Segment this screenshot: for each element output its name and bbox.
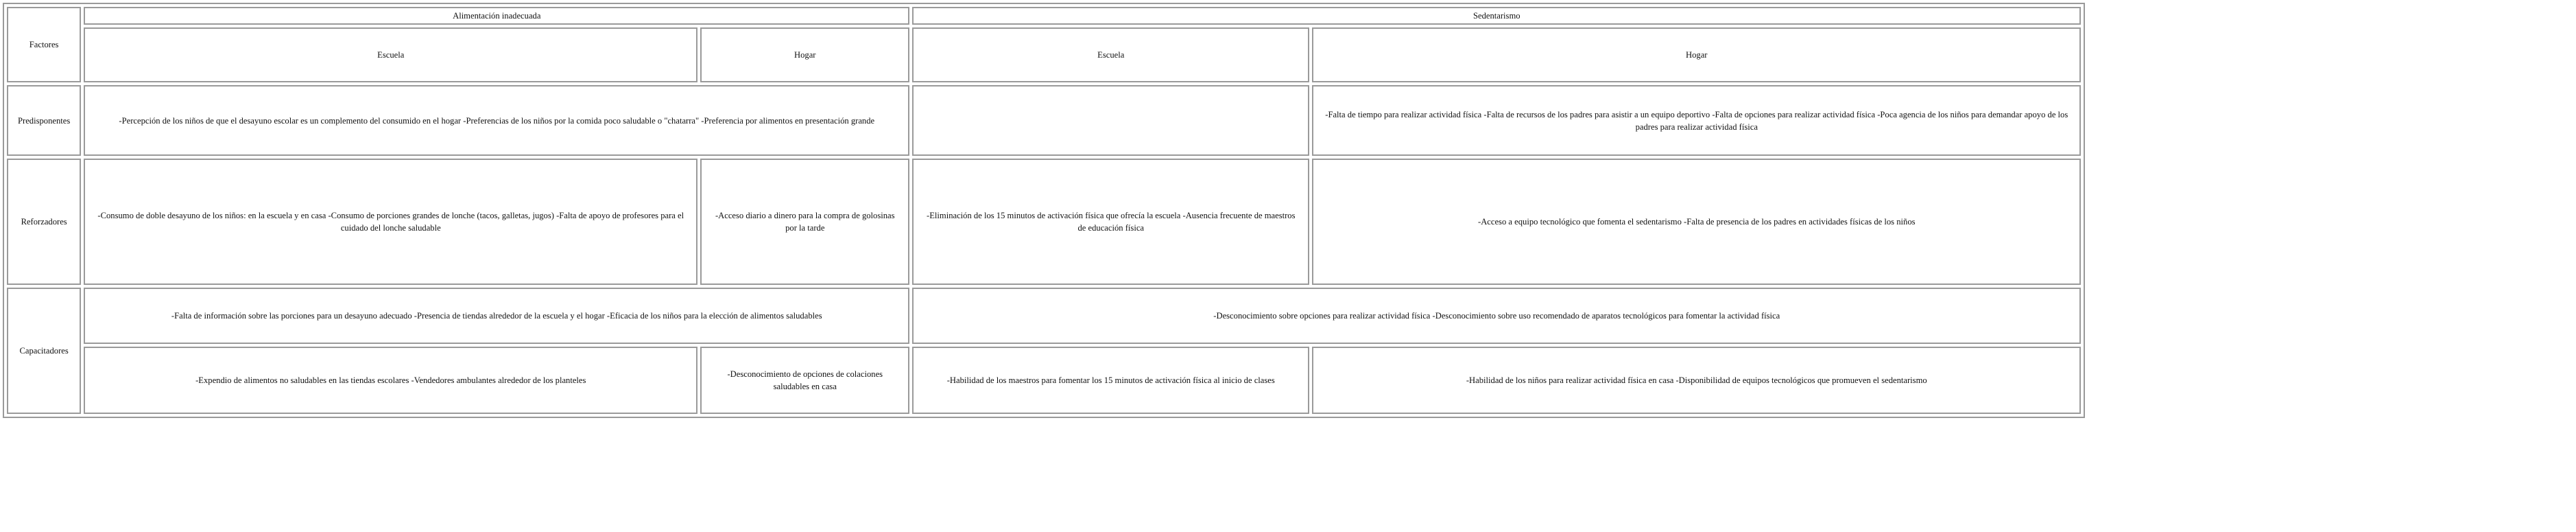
- row-label-reforzadores: Reforzadores: [7, 159, 81, 285]
- subheader-row: [7, 27, 2081, 82]
- cell-reforzadores-sedentarismo-hogar: -Acceso a equipo tecnológico que fomenta el sedentarismo -Falta de presencia de los padres en actividades físicas de los niños: [1312, 159, 2081, 285]
- header-row: [7, 7, 2081, 25]
- cell-capacitadores-sedentarismo-hogar: -Habilidad de los niños para realizar actividad física en casa -Disponibilidad de equipos tecnológicos que promueven el sedentarismo: [1312, 347, 2081, 414]
- cell-capacitadores-sedentarismo-general: -Desconocimiento sobre opciones para realizar actividad física -Desconocimiento sobre uso recomendado de aparatos tecnológicos para fomentar la actividad física: [912, 288, 2081, 344]
- cell-reforzadores-alimentacion-escuela: -Consumo de doble desayuno de los niños: en la escuela y en casa -Consumo de porciones grandes de lonche (tacos, galletas, jugos) -Falta de apoyo de profesores para el cuidado del lonche saludable: [84, 159, 697, 285]
- row-label-predisponentes: Predisponentes: [7, 85, 81, 156]
- subheader-escuela-alimentacion: Escuela: [84, 27, 697, 82]
- cell-capacitadores-alimentacion-escuela: -Expendio de alimentos no saludables en las tiendas escolares -Vendedores ambulantes alrededor de los planteles: [84, 347, 697, 414]
- row-label-capacitadores: Capacitadores: [7, 288, 81, 414]
- row-predisponentes: [7, 85, 2081, 156]
- row-capacitadores-detail: [7, 347, 2081, 414]
- cell-predisponentes-sedentarismo-hogar: -Falta de tiempo para realizar actividad física -Falta de recursos de los padres para asistir a un equipo deportivo -Falta de opciones para realizar actividad física -Poca agencia de los niños para demandar apoyo de los padres para realizar actividad física: [1312, 85, 2081, 156]
- subheader-hogar-sedentarismo: Hogar: [1312, 27, 2081, 82]
- subheader-escuela-sedentarismo: Escuela: [912, 27, 1309, 82]
- row-reforzadores: [7, 159, 2081, 285]
- cell-capacitadores-alimentacion-hogar: -Desconocimiento de opciones de colaciones saludables en casa: [700, 347, 909, 414]
- cell-capacitadores-alimentacion-general: -Falta de información sobre las porciones para un desayuno adecuado -Presencia de tiendas alrededor de la escuela y el hogar -Eficacia de los niños para la elección de alimentos saludables: [84, 288, 909, 344]
- cell-predisponentes-sedentarismo-escuela: [912, 85, 1309, 156]
- factors-table: [3, 3, 2085, 418]
- cell-capacitadores-sedentarismo-escuela: -Habilidad de los maestros para fomentar los 15 minutos de activación física al inicio de clases: [912, 347, 1309, 414]
- factors-table-container: [3, 3, 2085, 418]
- cell-reforzadores-sedentarismo-escuela: -Eliminación de los 15 minutos de activación física que ofrecía la escuela -Ausencia frecuente de maestros de educación física: [912, 159, 1309, 285]
- cell-predisponentes-alimentacion: -Percepción de los niños de que el desayuno escolar es un complemento del consumido en el hogar -Preferencias de los niños por la comida poco saludable o "chatarra" -Preferencia por alimentos en presentación grande: [84, 85, 909, 156]
- header-factors: Factores: [7, 7, 81, 82]
- row-capacitadores-general: [7, 288, 2081, 344]
- header-alimentacion: Alimentación inadecuada: [84, 7, 909, 25]
- subheader-hogar-alimentacion: Hogar: [700, 27, 909, 82]
- header-sedentarismo: Sedentarismo: [912, 7, 2081, 25]
- cell-reforzadores-alimentacion-hogar: -Acceso diario a dinero para la compra de golosinas por la tarde: [700, 159, 909, 285]
